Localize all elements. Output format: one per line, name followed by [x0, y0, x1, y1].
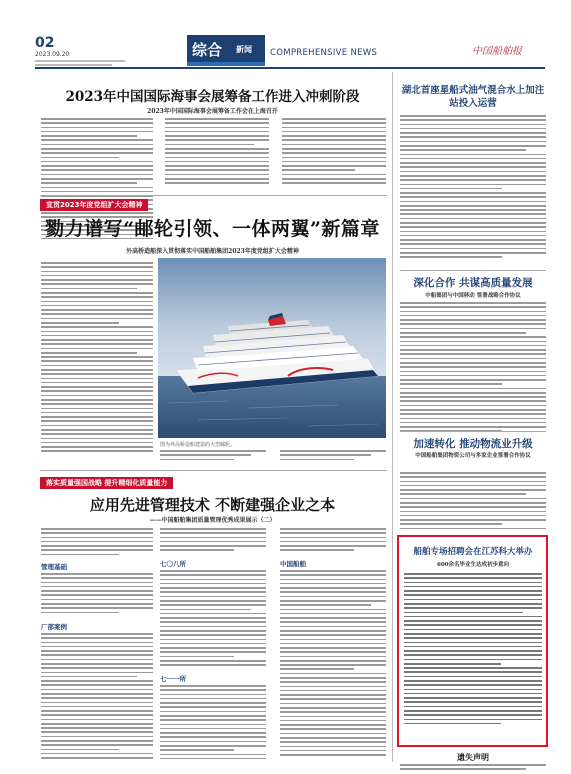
article3-col1-c	[41, 633, 153, 763]
article2-divider	[40, 470, 387, 471]
page-header	[35, 35, 545, 67]
article2-col2	[160, 450, 266, 464]
article2-subtitle: 外高桥造船深入贯彻落实中国船舶集团2023年度党组扩大会精神	[126, 248, 299, 255]
article2-col3	[280, 450, 386, 464]
sidebar-item2-title: 深化合作 共谋高质量发展	[413, 277, 533, 289]
sidebar-divider-2	[400, 431, 546, 432]
sidebar-item3-subtitle: 中国船舶集团物资公司与多家企业签署合作协议	[415, 453, 531, 459]
section-sub-bar	[187, 62, 265, 66]
article2-title: 勠力谱写“邮轮引领、一体两翼”新篇章	[45, 218, 380, 240]
article3-col3-b	[280, 570, 386, 763]
article2-col1	[41, 262, 153, 462]
sidebar-item2-body	[400, 302, 546, 437]
sidebar-divider-1	[400, 270, 546, 271]
sidebar-item1-body	[400, 115, 546, 265]
header-rule	[35, 67, 545, 69]
article3-heading-5: 中国船舶	[280, 560, 306, 568]
sidebar-item3-title: 加速转化 推动物流业升级	[413, 438, 533, 450]
article1-divider	[40, 195, 387, 196]
highlight-subtitle: 600余名毕业生达成初步意向	[437, 562, 509, 568]
highlight-body	[404, 573, 542, 743]
section-label: 综合	[192, 41, 223, 59]
article1-col3	[282, 118, 386, 188]
article3-banner: 落实质量强国战略 提升精细化质量能力	[40, 477, 173, 489]
article3-subtitle: ——中国船舶集团质量管理优秀成果展示（二）	[149, 517, 276, 524]
article3-title: 应用先进管理技术 不断建强企业之本	[89, 496, 336, 514]
notice-body	[400, 764, 546, 772]
highlight-title: 船舶专场招聘会在江苏科大举办	[413, 547, 533, 557]
article3-col2-b	[160, 570, 266, 670]
notice-title: 遗失声明	[457, 752, 489, 762]
article1-title: 2023年中国国际海事会展筹备工作进入冲刺阶段	[65, 89, 360, 105]
article3-heading-1: 管理基础	[41, 563, 67, 571]
article3-col3-a	[280, 528, 386, 556]
section-sub: 新闻	[236, 45, 252, 54]
masthead-logo: 中国船舶报	[472, 46, 522, 57]
cruise-ship-photo	[158, 258, 386, 438]
article3-col1-b	[41, 573, 153, 621]
article3-heading-3: 七〇八所	[160, 560, 186, 568]
article3-heading-4: 七一一所	[160, 675, 186, 683]
issue-date: 2023.09.20	[35, 51, 70, 58]
article2-banner: 宣贯2023年度党组扩大会精神	[40, 199, 148, 211]
sidebar-item1-title: 湖北首座星船式油气混合水上加注站投入运营	[401, 85, 545, 109]
sidebar-item3-body	[400, 472, 546, 534]
photo-caption: 图为外高桥造船建造的大型邮轮。	[160, 442, 236, 448]
column-separator	[392, 72, 393, 762]
page-number: 02	[35, 35, 55, 51]
sidebar-item2-subtitle: 中船集团与中国移动 签署战略合作协议	[425, 293, 521, 299]
article1-subtitle: 2023年中国国际海事会展筹备工作会在上海召开	[147, 108, 278, 115]
article3-col2-c	[160, 685, 266, 763]
article3-heading-2: 厂部案例	[41, 623, 67, 631]
article1-col2	[165, 118, 269, 188]
article3-col2-a	[160, 528, 266, 556]
section-en: COMPREHENSIVE NEWS	[270, 48, 378, 58]
article3-col1-a	[41, 528, 153, 560]
